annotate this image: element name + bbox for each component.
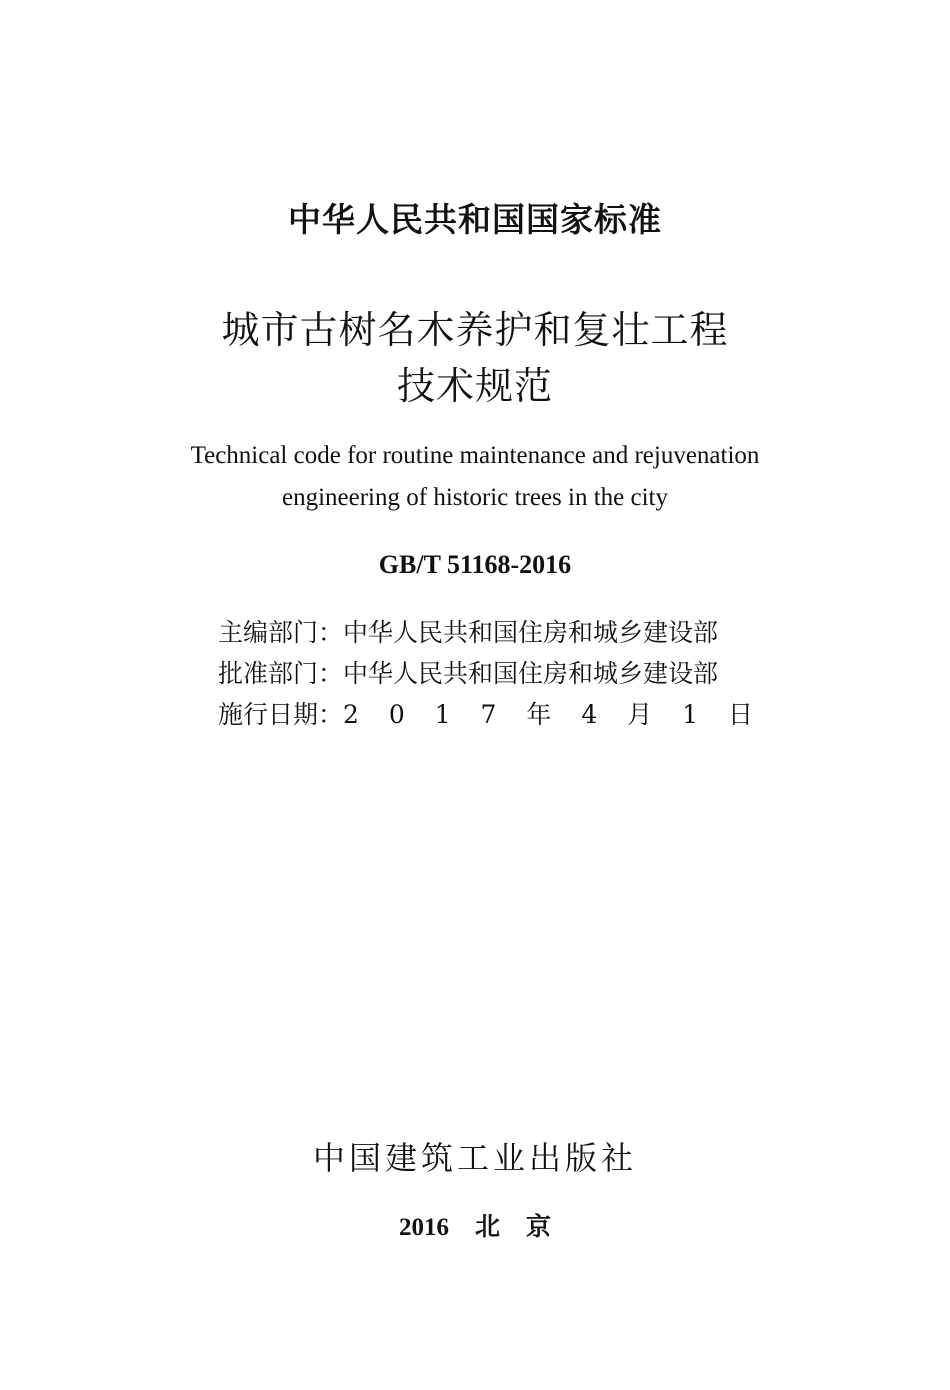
publication-year: 2016 — [398, 1214, 449, 1241]
approval-row — [218, 653, 778, 694]
effective-date-value — [343, 694, 753, 735]
publication-place — [0, 1208, 950, 1248]
title-cn-line-2: 技术规范 — [396, 364, 553, 408]
chief-editor-value: 中华人民共和国住房和城乡建设部 — [343, 618, 719, 647]
date-month-unit: 月 — [627, 700, 653, 729]
effective-date-label: 施行日期： — [218, 700, 344, 729]
publication-city-char-2: 京 — [526, 1214, 552, 1241]
national-standard-heading: 中华人民共和国国家标准 — [288, 200, 662, 239]
chief-editor-row — [218, 612, 778, 653]
title-en-line-2: engineering of historic trees in the city — [282, 484, 668, 511]
publication-city-char-1: 北 — [474, 1214, 500, 1241]
title-en-line-1: Technical code for routine maintenance and rejuvenation — [190, 442, 760, 469]
approval-label: 批准部门： — [218, 659, 344, 688]
date-day-unit: 日 — [727, 700, 753, 729]
date-year-digit-2: 0 — [388, 700, 405, 729]
date-year-digit-4: 7 — [480, 700, 497, 729]
standard-code: GB/T 51168-2016 — [378, 550, 572, 579]
info-block — [218, 612, 778, 735]
date-day: 1 — [682, 700, 699, 729]
date-year-digit-1: 2 — [343, 700, 359, 729]
date-month: 4 — [581, 700, 598, 729]
approval-value: 中华人民共和国住房和城乡建设部 — [343, 659, 719, 688]
date-year-digit-3: 1 — [434, 700, 451, 729]
title-cn-line-1: 城市古树名木养护和复壮工程 — [221, 308, 729, 352]
date-year-unit: 年 — [526, 700, 552, 729]
publisher-name: 中国建筑工业出版社 — [312, 1139, 637, 1177]
chief-editor-label: 主编部门： — [218, 618, 344, 647]
effective-date-row — [218, 694, 778, 735]
